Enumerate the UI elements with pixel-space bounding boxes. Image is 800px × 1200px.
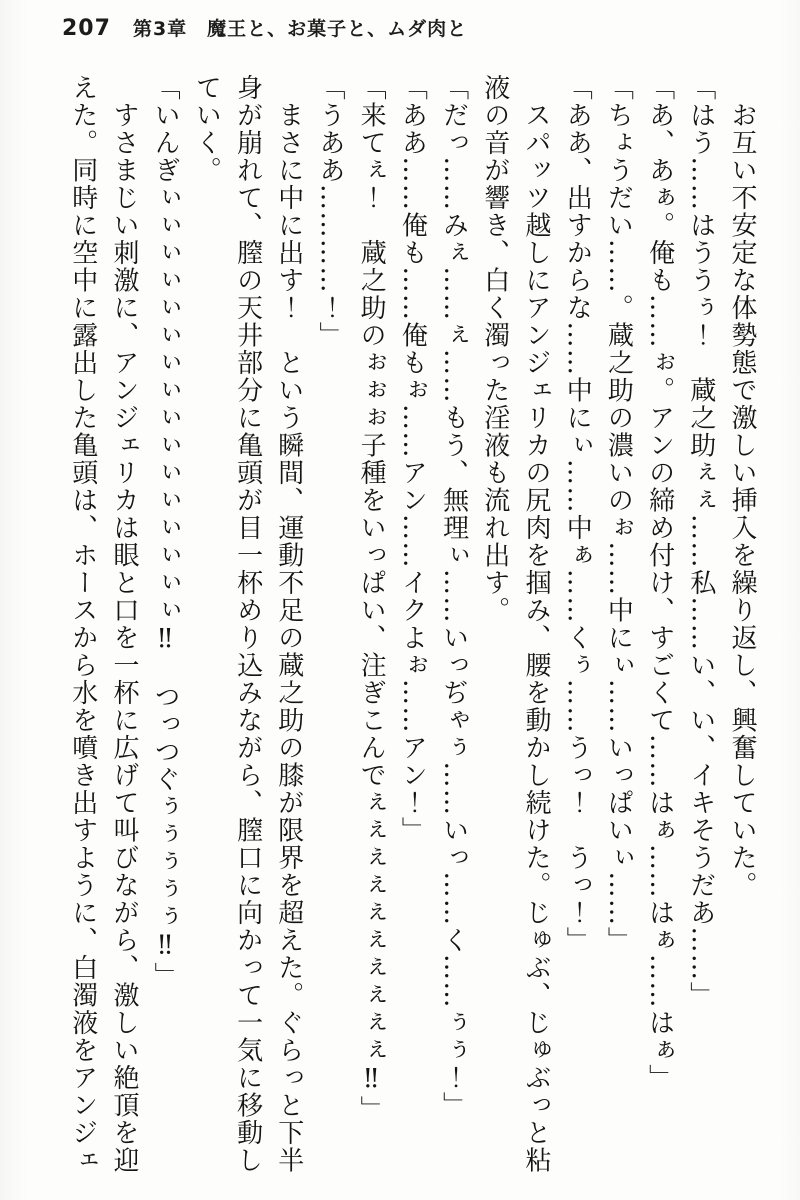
running-head bbox=[62, 14, 467, 41]
text-line: スパッツ越しにアンジェリカの尻肉を掴み、腰を動かし続けた。じゅぶ、じゅぶっと粘 bbox=[520, 74, 551, 1174]
text-line: 「だっ……みぇ……ぇ……もう、無理ぃ……いっぢゃぅ……いっ……く……ぅぅ！」 bbox=[438, 74, 469, 1119]
text-line: お互い不安定な体勢態で激しい挿入を繰り返し、興奮していた。 bbox=[727, 74, 757, 899]
text-line: 「いんぎぃぃぃぃぃぃぃぃぃぃぃぃぃぃぃぃ‼ つっつぐぅぅぅぅぅ‼」 bbox=[150, 74, 181, 990]
text-line: ていく。 bbox=[191, 74, 222, 184]
vertical-text-block bbox=[62, 74, 762, 1186]
page-number: 207 bbox=[62, 16, 111, 41]
text-line: 「来てぇ！ 蔵之助のぉぉぉ子種をいっぱい、注ぎこんでぇぇぇぇぇぇぇぇぇぇ‼」 bbox=[356, 74, 387, 1123]
text-line: 「ああ……俺も……俺もぉ……アン……イクよぉ……アン！」 bbox=[397, 74, 428, 844]
text-line: すさまじい刺激に、アンジェリカは眼と口を一杯に広げて叫びながら、激しい絶頂を迎 bbox=[108, 74, 139, 1174]
chapter-title: 第3章 魔王と、お菓子と、ムダ肉と bbox=[132, 18, 468, 40]
text-line: 「うああ…………！」 bbox=[314, 74, 345, 349]
text-line: 「ちょうだい……。蔵之助の濃いのぉ……中にぃ……いっぱいぃ……」 bbox=[603, 74, 634, 954]
text-line: まさに中に出す！ という瞬間、運動不足の蔵之助の膝が限界を超えた。ぐらっと下半 bbox=[273, 74, 304, 1174]
text-line: 「あ、あぁ。俺も……ぉ。アンの締め付け、すごくて……はぁ……はぁ……はぁ」 bbox=[644, 74, 675, 1092]
text-line: えた。同時に空中に露出した亀頭は、ホースから水を噴き出すように、白濁液をアンジェ bbox=[67, 74, 98, 1174]
text-line: 身が崩れて、膣の天井部分に亀頭が目一杯めり込みながら、膣口に向かって一気に移動し bbox=[232, 74, 263, 1174]
text-line: 液の音が響き、白く濁った淫液も流れ出す。 bbox=[479, 74, 510, 624]
text-line: 「はう……はううぅ！ 蔵之助ぇぇ……私……い、い、イキそうだあ……」 bbox=[685, 74, 716, 1009]
text-line: 「ああ、出すからな……中にぃ……中ぁ……くぅ……うっ！ うっ！」 bbox=[562, 74, 593, 954]
